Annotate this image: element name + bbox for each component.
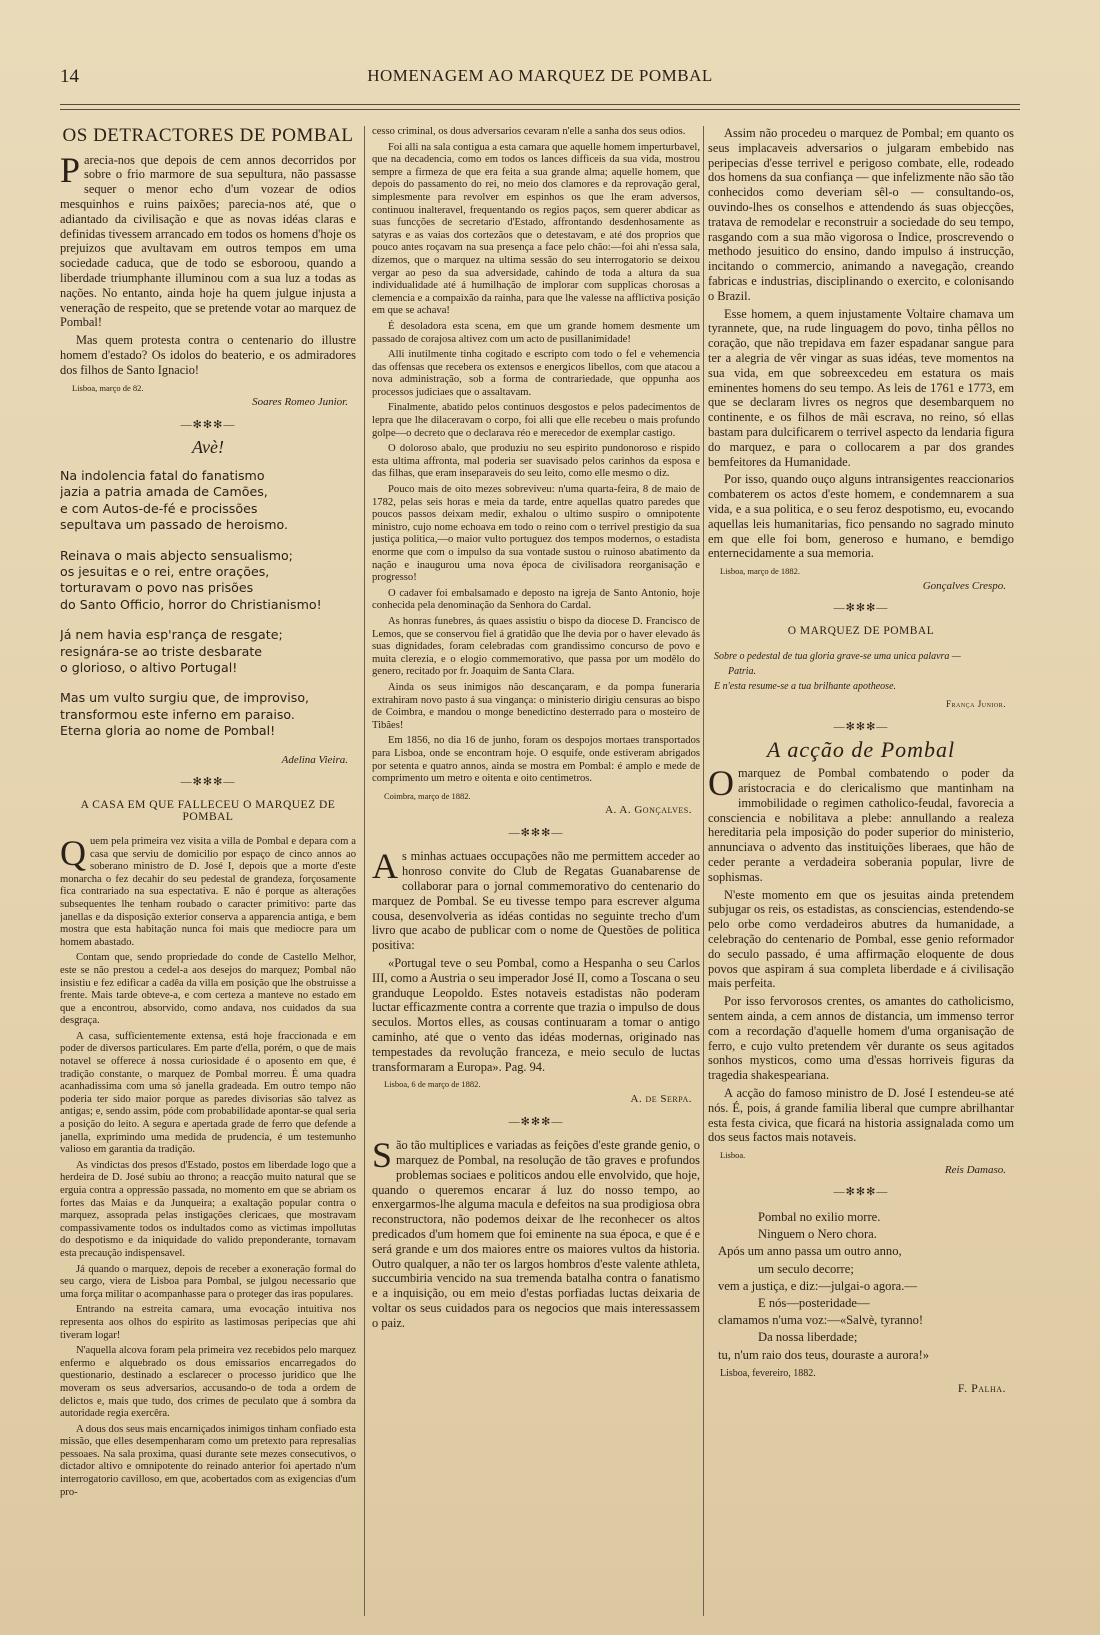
column-right [708, 126, 1014, 1625]
verse-line: do Santo Officio, horror do Christianismo! [60, 596, 322, 612]
verse-line: resignára-se ao triste desbarate [60, 643, 263, 659]
drop-cap: Q [60, 832, 86, 873]
article-paragraph: Pouco mais de oito mezes sobreviveu: n'uma quarta-feira, 8 de maio de 1782, pelas seis horas e meia da tarde, entre aquellas quatro paredes que poucos passos deixam medir, exhalou o ultimo suspiro o omnipotente ministro, cujo nome echoava em todo o reino com o terrivel prestigio da sua justiça politica,—o maior vulto portuguez dos tempos modernos, o estadista enorme que com o impulso da sua vontade sustou o ruinoso abatimento da nação e inaugurou uma nova época de civilisadora reorganisação e progresso! [372, 484, 700, 584]
article-paragraph: Quem pela primeira vez visita a villa de Pombal e depara com a casa que serviu de domicilio por espaço de cinco annos ao soberano ministro de D. José I, depois que a morte d'este monarcha o fez decahir do seu pedestal de grandeza, forçosamente fica contrariado na sua espectativa. E não é porque as alterações subsequentes lhe tenham roubado o caracter primitivo: parte das janellas e da disposição exterior conserva a apparencia antiga, e bem mostra que esta habitação nunca foi mais que mediocre para um homem abastado. [60, 832, 356, 948]
article-paragraph: Contam que, sendo propriedade do conde de Castello Melhor, este se não prestou a cedel-a aos desejos do marquez; Pombal não insistiu e fez edificar a cadêa da villa em posição que lhe obstruisse a frente. Mais tarde obteve-a, e com certeza a manteve no estado em que a encontrou, absorvido, como andava, nos cuidados da sua desgraça. [60, 952, 356, 1027]
section-ornament: —✻✻✻— [508, 826, 564, 839]
article-paragraph: O doloroso abalo, que produziu no seu espirito pundonoroso e rispido esta ultima affronta, mal poderia ser suavisado pelos carinhos da esposa e das filhas, que eram inseparaveis do seu leito, como elle mesmo o diz. [372, 443, 700, 480]
verse-line: Eterna gloria ao nome de Pombal! [60, 723, 276, 739]
poem [718, 1209, 1014, 1364]
verse-line: tu, n'um raio dos teus, douraste a aurora!» [718, 1347, 930, 1362]
section-ornament: —✻✻✻— [833, 721, 889, 734]
epigram [714, 649, 1014, 694]
article-paragraph: Esse homem, a quem injustamente Voltaire chamava um tyrannete, que, na rude linguagem do povo, tinha pêllos no coração, que não trepidava em fazer espadanar sangue para ter a alegria de vêr vingar as suas idéas, teve momentos na sua vida, em que sobreexcedeu em estatura os mais eminentes homens do seu tempo. As leis de 1761 e 1773, em que se declaram livres os negros que desembarquem no continente, e os filhos de mãi escrava, no reino, só ellas bastam para dulcificarem o terrivel aspecto da lendaria figura do marquez, e para o collocarem a par dos grandes bemfeitores da Humanidade. [708, 306, 1014, 469]
article-title: A acção de Pombal [766, 736, 956, 762]
author-signature: A. A. Gonçalves. [605, 804, 692, 817]
verse-line: e com Autos-de-fé e procissões [60, 500, 258, 516]
section-ornament: —✻✻✻— [180, 776, 236, 789]
article-paragraph: Por isso fervorosos crentes, os amantes do catholicismo, sentem ainda, a cem annos de distancia, um immenso terror com a recordação d'aquelle homem d'uma organisação de ferro, e cujo vulto pretendem vêr durante os seus agitados sonhos mysticos, como uma d'essas horriveis figuras da tragedia shakespeariana. [708, 994, 1014, 1083]
dateline: Lisboa, 6 de março de 1882. [384, 1079, 481, 1090]
author-signature: Gonçalves Crespo. [922, 579, 1006, 592]
header-rule [60, 104, 1020, 110]
dateline: Coimbra, março de 1882. [384, 790, 471, 801]
verse-line: Pombal no exilio morre. [758, 1209, 881, 1224]
article-title: O MARQUEZ DE POMBAL [787, 624, 935, 637]
article-paragraph: Por isso, quando ouço alguns intransigentes reaccionarios combaterem os actos d'este homem, e condemnarem a sua vida, e a sua politica, e o seu feroz despotismo, eu, evocando aquellas leis humanitarias, fico pensando no sagrado minuto em que elle foi bom, generoso e humano, e bemdigo enternecidamente a sua memoria. [708, 472, 1014, 561]
verse-line: Já nem havia esp'rança de resgate; [60, 627, 283, 643]
epigram-line: E n'esta resume-se a tua brilhante apotheose. [714, 681, 897, 693]
verse-line: Ninguem o Nero chora. [758, 1227, 877, 1242]
dateline: Lisboa, março de 82. [72, 382, 144, 393]
article-paragraph: As minhas actuaes occupações não me permittem acceder ao honroso convite do Club de Regatas Guanabarense de collaborar para o jornal commemorativo do centenario do marquez de Pombal. Se eu tivesse tempo para escrever alguma cousa, desenvolveria as idéas contidas no seguinte trecho d'um livro que acabo de publicar com o nome de Questões de politica positiva: [372, 846, 700, 953]
dateline: Lisboa, fevereiro, 1882. [720, 1367, 816, 1379]
verse-line: o glorioso, o altivo Portugal! [60, 659, 238, 675]
article-title: A CASA EM QUE FALLECEU O MARQUEZ DE POMBAL [80, 798, 336, 824]
article-paragraph: É desoladora esta scena, em que um grande homem desmente um passado de corajosa altivez com um acto de pusillanimidade! [372, 320, 700, 345]
verse-line: E nós—posteridade— [758, 1295, 870, 1310]
verse-line: Após um anno passa um outro anno, [718, 1244, 902, 1259]
column-left [60, 126, 356, 1625]
article-paragraph: Omarquez de Pombal combatendo o poder da aristocracia e do clericalismo que mantinham na immobilidade o regimen catholico-feudal, favorecia a consciencia e nobilitava a plebe: annullando a realeza hereditaria pela imposição do poder superior do ministerio, annunciava o advento das instituições liberaes, que hão de ceder perante a verdadeira soberania popular, livre de sophismas. [708, 763, 1014, 884]
verse-line: transformou este inferno em paraiso. [60, 706, 295, 722]
verse-line: um seculo decorre; [758, 1261, 854, 1276]
section-ornament: —✻✻✻— [508, 1115, 564, 1128]
column-middle [372, 126, 700, 1625]
article-paragraph: N'este momento em que os jesuitas ainda pretendem subjugar os reis, os estadistas, as consciencias, estendendo-se pelo orbe como verdadeiros abutres da humanidade, a celebração do centenario de Pombal, esse genio reformador do seculo passado, é uma affirmação eloquente de dous povos que aspiram á sua completa liberdade e á civilisação mais perfeita. [708, 887, 1014, 991]
running-head [60, 64, 1020, 90]
verse-line: clamamos n'uma voz:—«Salvè, tyranno! [718, 1313, 924, 1328]
stanza [60, 548, 356, 614]
column-divider [703, 126, 704, 1616]
verse-line: jazia a patria amada de Camões, [60, 484, 268, 500]
running-title: HOMENAGEM AO MARQUEZ DE POMBAL [367, 66, 713, 85]
article-paragraph: cesso criminal, os dous adversarios cevaram n'elle a sanha dos seus odios. [372, 126, 686, 137]
article-paragraph: Foi alli na sala contigua a esta camara que aquelle homem imperturbavel, que na decadencia, como em todos os lances difficeis da sua vida, mostrou sempre a firmeza de que era feita a sua grande alma; aquelle homem, que depois do passamento do rei, no meio dos clamores e da reprovação geral, simplesmente para revolver em espinhos os que lhe eram adversos, continuou inalteravel, frequentando os regios paços, sem querer abdicar as suas funcções de secretario d'Estado, affrontando desdenhosamente as satyras e as vaias dos cortezãos que o detestavam, e até dos proprios que pouco antes roçavam na sua presença a face pelo chão:—foi ahi n'essa sala, dizemos, que o marquez na ultima sessão do seu interrogatorio se deixou vergar ao peso da sua adversidade, cahindo de toda a altura da sua individualidade até á humilhação de implorar com supplicas chorosas a clemencia e a compaixão da rainha, para que lhe valesse na afflictiva posição em que se achava! [372, 141, 700, 317]
verse-line: torturavam o povo nas prisões [60, 580, 254, 596]
article-paragraph: Finalmente, abatido pelos continuos desgostos e pelos padecimentos de lepra que lhe dilaceravam o corpo, foi alli que elle recebeu o mais profundo golpe—o decreto que o declarava réo e merecedor de exemplar castigo. [372, 402, 700, 439]
article-paragraph: Ainda os seus inimigos não descançaram, e da pompa funeraria extrahiram novo pasto á sua vingança: o ministerio dirigiu censuras ao bispo de Coimbra, e mandou o monge benedictino desterrado para o mosteiro de Tibães! [372, 681, 700, 731]
author-signature: F. Palha. [957, 1381, 1006, 1396]
verse-line: Da nossa liberdade; [758, 1330, 858, 1345]
poem [60, 468, 356, 740]
article-paragraph: A casa, sufficientemente extensa, está hoje fraccionada e em poder de diversos particulares. Em parte d'ella, porém, o que de mais notavel se offerece á nossa curiosidade é o aposento em que, é tradição constante, o marquez de Pombal morreu. É uma quadra acanhadissima com uma só janella gradeada. Em outro tempo não poderia ter sido maior porque as paredes divisorias são talvez as antigas; e, sendo assim, póde com probabilidade apontar-se qual seria a posição do leito. A segura e apertada grade de ferro que defende a janella, exprimindo uma medida de prudencia, é um testemunho valioso em garantia da tradição. [60, 1030, 356, 1156]
author-signature: Adelina Vieira. [281, 753, 348, 766]
article-paragraph: Em 1856, no dia 16 de junho, foram os despojos mortaes transportados para Lisboa, onde se encontram hoje. O esquife, onde estiveram abrigados por setenta e quatro annos, ainda se mostra em Pombal: é amplo e mede de comprimento um metro e oitenta e oito centimetros. [372, 735, 700, 785]
dateline: Lisboa, março de 1882. [720, 566, 801, 577]
dateline: Lisboa. [720, 1150, 746, 1161]
article-paragraph: «Portugal teve o seu Pombal, como a Hespanha o seu Carlos III, como a Austria o seu imperador José II, como a Toscana o seu granduque Leopoldo. Estes notaveis estadistas não poderam luctar efficazmente contra a corrente que trazia o impulso de dous seculos. Mortos elles, as cousas continuaram a tomar o antigo caminho, até que o vento das idéas modernas, originado nas tempestades da revolução franceza, e meio seculo de luctas transformaram a Europa». Pag. 94. [372, 956, 700, 1074]
article-paragraph: Alli inutilmente tinha cogitado e escripto com todo o fel e vehemencia das offensas que recebera os extensos e energicos libellos, com que atacou a nova administração, sob a forma de contrariedade, que oppunha aos processos judiciaes que o assaltavam. [372, 349, 700, 398]
article-paragraph: A acção do famoso ministro de D. José I estendeu-se até nós. É, pois, á grande familia liberal que cumpre abrilhantar esta festa civica, que ficará na historia assignalada como um dos seus factos mais notaveis. [708, 1086, 1014, 1145]
article-paragraph: A dous dos seus mais encarniçados inimigos tinham confiado esta missão, que elles desempenharam como um pretexto para represalias pessoaes. Na sala proxima, quasi durante sete mezes consecutivos, o dictador altivo e omnipotente do reinado anterior foi apertado n'um interrogatorio cavilloso, em que, acobertados com as exigencias d'um pro- [60, 1423, 356, 1498]
article-paragraph: Mas quem protesta contra o centenario do illustre homem d'estado? Os idolos do beaterio, e os admiradores dos filhos de Santo Ignacio! [60, 333, 356, 377]
author-signature: França Junior. [945, 699, 1006, 710]
verse-line: vem a justiça, e diz:—julgai-o agora.— [718, 1278, 917, 1293]
stanza [60, 627, 356, 676]
verse-line: Reinava o mais abjecto sensualismo; [60, 547, 293, 563]
verse-line: Na indolencia fatal do fanatismo [60, 467, 265, 483]
article-paragraph: Entrando na estreita camara, uma evocação intuitiva nos representa aos olhos do espirito as lastimosas peripecias que ahi tiveram logar! [60, 1304, 356, 1341]
author-signature: Reis Damaso. [944, 1163, 1006, 1176]
article-paragraph: N'aquella alcova foram pela primeira vez recebidos pelo marquez enfermo e alquebrado os dous emissarios encarregados do questionario, destinado a esclarecer o processo juridico que lhe moveram os seus adversarios, accusando-o de toda a ordem de delictos e, mais que tudo, dos crimes de peculato que á sombra da autoridade regia exercêra. [60, 1345, 356, 1420]
stanza [60, 468, 356, 534]
drop-cap: O [708, 763, 734, 804]
article-paragraph: Assim não procedeu o marquez de Pombal; em quanto os seus implacaveis adversarios o julgaram embebido nas peripecias d'esse terrivel e perigoso combate, elle, rodeado dos homens da sua confiança — que infelizmente não são tão conhecidos como deveriam sêl-o — consultando-os, ouvindo-lhes os conselhos e attendendo ás suas objecções, tratava de remodelar e reconstruir a sociedade do seu tempo, rasgando com a sua mão vigorosa o Indice, proscrevendo o methodo jesuitico do ensino, dando impulso á instrucção, incitando o commercio, animando a navegação, creando fabricas e industrias, disciplinando o exercito, e colonisando o Brazil. [708, 126, 1014, 303]
column-divider [364, 126, 365, 1616]
drop-cap: S [372, 1135, 393, 1176]
article-paragraph: O cadaver foi embalsamado e deposto na igreja de Santo Antonio, hoje conhecida pela denominação da Senhora do Cardal. [372, 587, 700, 612]
article-title: OS DETRACTORES DE POMBAL [62, 126, 354, 146]
section-ornament: —✻✻✻— [180, 418, 236, 431]
drop-cap: P [60, 149, 81, 190]
stanza [60, 690, 356, 739]
section-ornament: —✻✻✻— [833, 602, 889, 615]
verse-line: os jesuitas e o rei, entre orações, [60, 563, 270, 579]
article-paragraph: Já quando o marquez, depois de receber a exoneração formal do seu cargo, viera de Lisboa para Pombal, se julgou necessario que uma força militar o acompanhasse para o proteger das iras populares. [60, 1263, 356, 1300]
article-paragraph: As honras funebres, ás quaes assistiu o bispo da diocese D. Francisco de Lemos, que se conservou fiel á gratidão que lhe devia por o haver elevado ás suas dignidades, foram celebradas com grandissimo concurso de povo e muita clerezia, e o elogio commemorativo, que passa por um modêlo do genero, recitado por fr. Joaquim de Santa Clara. [372, 615, 700, 678]
article-paragraph: Parecia-nos que depois de cem annos decorridos por sobre o frio marmore de sua sepultura, não passasse sequer o menor echo d'um vozear de odios mesquinhos e ruins paixões; parecia-nos até, que o adiantado da civilisação e que as novas idéas claras e definidas tivessem arrancado em todos os homens d'hoje os prejuizos que avultavam em outros tempos em uma sociedade caduca, que de todo se esboroou, quando a liberdade triumphante illuminou com a sua luz a todas as nações. No entanto, ainda hoje ha quem julgue injusta a veneração de respeito, que se pretende votar ao marquez de Pombal! [60, 149, 356, 330]
section-ornament: —✻✻✻— [833, 1186, 889, 1199]
page-number: 14 [60, 66, 79, 87]
verse-line: Mas um vulto surgiu que, de improviso, [60, 690, 310, 706]
epigram-line: Patria. [728, 666, 757, 678]
author-signature: A. de Serpa. [630, 1093, 692, 1106]
verse-line: sepultava um passado de heroismo. [60, 517, 289, 533]
article-paragraph: São tão multiplices e variadas as feições d'este grande genio, o marquez de Pombal, na resolução de tão graves e profundos problemas sociaes e politicos andou elle envolvido, que hoje, quando o queremos encarar á luz do nosso tempo, ao enxergarmos-lhe alguma macula e defeitos na sua prodigiosa obra reconstructora, não podemos deixar de lhe reconhecer os altos predicados d'um homem que foi eminente na sua época, e que é e será grande e um dos maiores entre os maiores vultos da historia. Outro qualquer, a não ter os largos hombros d'este valente athleta, succumbiria vencido na sua tremenda batalha contra o fanatismo e a inquisição, ou em meio d'estas porfiadas luctas deixaria de voltar os seus cuidados para os negocios que mais interessassem o paiz. [372, 1135, 700, 1330]
article-paragraph: As vindictas dos presos d'Estado, postos em liberdade logo que a herdeira de D. José subiu ao throno; a reacção muito natural que se erguia contra a oppressão passada, no momento em que se abriam os fortes das Maias e da Junqueira; a exaltação popular contra o marquez, assoprada pelas instigações clericaes, que mostravam compassivamente todos os indultados como as victimas impollutas do despotismo e da iniquidade do valido preponderante, tornavam esta precaução indispensavel. [60, 1159, 356, 1259]
epigram-line: Sobre o pedestal de tua gloria grave-se uma unica palavra — [714, 651, 961, 663]
poem-title: Avè! [192, 437, 224, 458]
drop-cap: A [372, 846, 398, 887]
author-signature: Soares Romeo Junior. [252, 396, 348, 409]
